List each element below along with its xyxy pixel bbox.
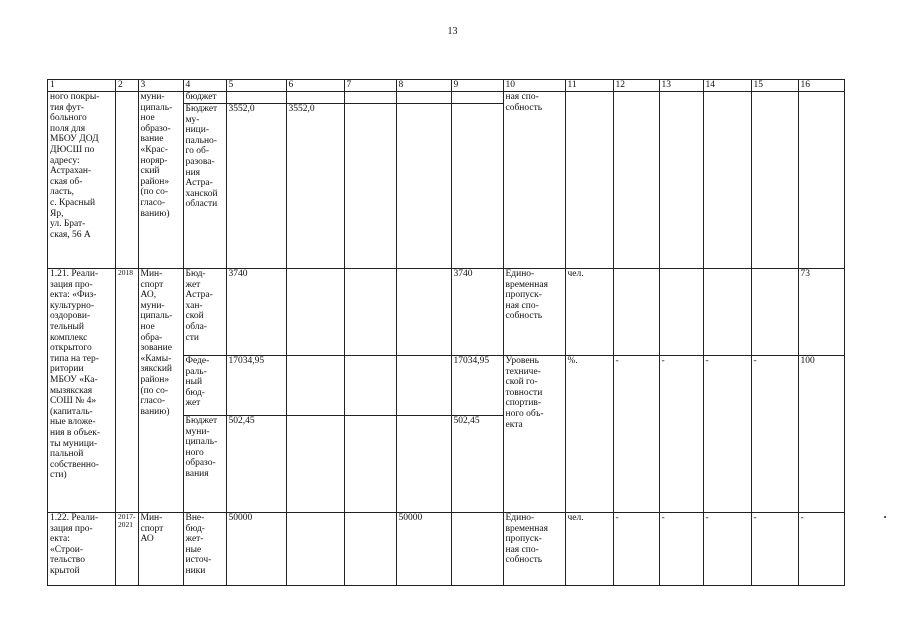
unit-text: %. <box>567 356 578 366</box>
header-cell: 2 <box>116 80 139 92</box>
value-cell <box>798 269 844 356</box>
text-line: ный <box>185 377 203 388</box>
value-cell <box>396 513 451 586</box>
text-line: гласо- <box>140 197 166 208</box>
value: - <box>753 513 757 523</box>
header-cell: 4 <box>183 80 226 92</box>
value-cell <box>286 416 344 513</box>
source-cell <box>183 356 226 416</box>
indicator-text <box>506 269 563 322</box>
value-cell <box>751 92 798 269</box>
value: 3740 <box>228 269 248 279</box>
value-cell <box>703 356 751 513</box>
text-line: Бюд- <box>185 269 206 279</box>
text-line: области <box>185 199 218 210</box>
header-cell: 7 <box>344 80 396 92</box>
executor-cell <box>138 269 183 513</box>
value: - <box>705 513 709 523</box>
header-cell: 3 <box>138 80 183 92</box>
text-line: ципаль- <box>140 102 173 113</box>
text-line: ния в объек- <box>50 427 101 438</box>
source-text <box>186 416 224 480</box>
indicator-cell <box>503 92 565 269</box>
text-line: Феде- <box>185 356 210 366</box>
text-line: муни- <box>185 426 210 437</box>
event-name-cell <box>48 92 116 269</box>
text-line: образо- <box>140 123 171 134</box>
source-cell <box>183 104 226 269</box>
header-cell: 11 <box>565 80 613 92</box>
text-line: Вне- <box>185 513 205 523</box>
value: 50000 <box>228 513 253 523</box>
value-cell <box>798 356 844 513</box>
text-line: зякский <box>140 364 173 375</box>
text-line: вания <box>185 468 209 479</box>
text-line: муни- <box>140 92 165 102</box>
text-line: техниче- <box>505 366 541 377</box>
text-line: ванию) <box>140 406 170 417</box>
text-line: Астра- <box>185 178 213 189</box>
text-line: Мин- <box>140 513 163 523</box>
value-cell <box>344 104 396 269</box>
text-line: ул. Брат- <box>50 219 86 230</box>
value: 3740 <box>453 269 473 279</box>
value-cell <box>344 416 396 513</box>
text-line: ници- <box>185 125 209 136</box>
executor-cell <box>138 513 183 586</box>
value-cell <box>659 513 703 586</box>
text-line: источ- <box>185 555 212 566</box>
header-cell: 15 <box>751 80 798 92</box>
text-line: (капиталь- <box>50 406 93 417</box>
value-cell <box>396 416 451 513</box>
text-line: ные <box>185 544 202 555</box>
value: - <box>661 513 665 523</box>
text-line: ципаль- <box>185 437 218 448</box>
indicator-cell <box>503 356 565 513</box>
value-cell <box>451 416 503 513</box>
text-line: культурно- <box>50 300 95 311</box>
text-line: тия фут- <box>50 102 84 113</box>
year-text: 2018 <box>118 268 133 277</box>
header-cell: 1 <box>48 80 116 92</box>
text-line: Бюджет <box>185 104 218 115</box>
value-cell <box>226 92 286 104</box>
text-line: комплекс <box>50 332 88 343</box>
value: - <box>800 513 804 523</box>
text-line: ная спо- <box>505 300 539 311</box>
text-line: ного <box>185 447 204 458</box>
value-cell <box>396 356 451 416</box>
value-cell <box>344 269 396 356</box>
value-cell <box>396 104 451 269</box>
text-line: (по со- <box>140 385 169 396</box>
text-line: СОШ № 4» <box>50 396 97 407</box>
text-line: екта: «Физ- <box>50 290 97 301</box>
text-line: сти) <box>50 470 67 481</box>
text-line: ской го- <box>505 377 538 388</box>
executor-cell <box>138 92 183 269</box>
text-line: ский <box>140 166 160 177</box>
unit-cell <box>565 92 613 269</box>
value-cell <box>396 92 451 104</box>
header-cell: 16 <box>798 80 844 92</box>
value-cell <box>344 356 396 416</box>
indicator-text <box>506 356 563 430</box>
header-cell: 13 <box>659 80 703 92</box>
text-line: Мин- <box>140 269 163 279</box>
text-line: ное <box>140 321 155 332</box>
unit-text: чел. <box>567 513 584 523</box>
text-line: Едино- <box>505 269 535 279</box>
text-line: ного объ- <box>505 408 544 419</box>
unit-cell <box>565 513 613 586</box>
continuation-row-a <box>48 92 845 104</box>
value: 3552,0 <box>228 104 255 115</box>
year-cell <box>116 269 139 513</box>
text-line: 1.21. Реали- <box>50 269 99 279</box>
text-line: адресу: <box>50 155 80 166</box>
text-line: 1.22. Реали- <box>50 513 99 523</box>
text-line: гласо- <box>140 396 166 407</box>
indicator-text <box>506 92 563 113</box>
year-cell <box>116 513 139 586</box>
value-cell <box>286 269 344 356</box>
value-cell <box>451 92 503 104</box>
text-line: зация про- <box>50 523 93 534</box>
text-line: бюд- <box>185 523 205 534</box>
header-cell: 12 <box>613 80 659 92</box>
source-cell <box>183 269 226 356</box>
value-cell <box>286 356 344 416</box>
text-line: Едино- <box>505 513 535 523</box>
value-cell <box>659 269 703 356</box>
text-line: Бюджет <box>185 416 218 426</box>
text-line: ская об- <box>50 176 83 187</box>
event-name <box>50 92 113 240</box>
text-line: вание <box>140 134 164 145</box>
source-text <box>186 356 224 409</box>
text-line: ники <box>185 565 206 576</box>
text-line: ная спо- <box>505 92 539 102</box>
text-line: собность <box>505 311 543 322</box>
value-cell <box>659 92 703 269</box>
value-cell <box>751 513 798 586</box>
text-line: ласть, <box>50 187 75 198</box>
text-line: тельный <box>50 321 84 332</box>
text-line: ная спо- <box>505 544 539 555</box>
text-line: екта <box>505 419 523 430</box>
unit-text: чел. <box>567 269 584 279</box>
text-line: пропуск- <box>505 290 542 301</box>
text-line: АО <box>140 534 154 545</box>
text-line: ты муници- <box>50 438 98 449</box>
text-line: пально- <box>185 135 217 146</box>
text-line: поля для <box>50 123 86 134</box>
value-cell <box>798 92 844 269</box>
value-cell <box>751 269 798 356</box>
text-line: ципаль- <box>140 311 173 322</box>
source-text <box>186 104 224 210</box>
text-line: товности <box>505 387 543 398</box>
header-cell: 8 <box>396 80 451 92</box>
value: 50000 <box>398 513 423 523</box>
text-line: крытой <box>50 565 80 576</box>
text-line: АО, <box>140 290 157 301</box>
executor-text <box>141 92 181 219</box>
value-cell <box>226 269 286 356</box>
executor-text <box>141 513 181 545</box>
text-line: Яр, <box>50 208 64 219</box>
source-cell <box>183 513 226 586</box>
text-line: Астра- <box>185 290 213 301</box>
value-cell <box>451 356 503 416</box>
year-cell <box>116 92 139 269</box>
unit-cell <box>565 356 613 513</box>
text-line: собность <box>505 555 543 566</box>
value: 73 <box>800 269 810 279</box>
indicator-cell <box>503 269 565 356</box>
executor-text <box>141 269 181 417</box>
value-cell <box>286 104 344 269</box>
header-cell: 6 <box>286 80 344 92</box>
text-line: собность <box>505 102 543 113</box>
value-cell <box>613 92 659 269</box>
text-line: обла- <box>185 321 207 332</box>
text-line: ской <box>185 311 204 322</box>
row-1-21-a <box>48 269 845 356</box>
text-line: зация про- <box>50 279 93 290</box>
value-cell <box>226 356 286 416</box>
text-line: ное <box>140 113 155 124</box>
text-line: спортив- <box>505 398 542 409</box>
text-line: ного покры- <box>50 92 100 102</box>
text-line: Уровень <box>505 356 539 366</box>
text-line: спорт <box>140 523 164 534</box>
text-line: хан- <box>185 300 203 311</box>
indicator-cell <box>503 513 565 586</box>
scan-speck <box>884 516 886 518</box>
event-name-cell <box>48 269 116 513</box>
unit-cell <box>565 269 613 356</box>
text-line: временная <box>505 523 548 534</box>
text-line: (по со- <box>140 187 169 198</box>
event-name <box>50 513 113 577</box>
value-cell <box>451 513 503 586</box>
text-line: мызякская <box>50 385 93 396</box>
text-line: го об- <box>185 146 210 157</box>
text-line: бюд- <box>185 387 205 398</box>
value-cell <box>613 513 659 586</box>
value-cell <box>226 513 286 586</box>
value: 17034,95 <box>228 356 265 366</box>
value-cell <box>703 92 751 269</box>
text-line: Астрахан- <box>50 166 92 177</box>
text-line: МБОУ «Ка- <box>50 374 98 385</box>
text-line: ные вложе- <box>50 417 96 428</box>
text-line: «Строи- <box>50 544 83 555</box>
text-line: жет- <box>185 534 204 545</box>
header-cell: 14 <box>703 80 751 92</box>
text-line: 2021 <box>118 520 133 529</box>
value-cell <box>451 104 503 269</box>
event-name <box>50 269 113 481</box>
text-line: с. Красный <box>50 197 96 208</box>
text-line: разова- <box>185 157 215 168</box>
text-line: зование <box>140 343 172 354</box>
header-row <box>48 80 845 92</box>
value-cell <box>751 356 798 513</box>
text-line: ская, 56 А <box>50 229 91 240</box>
text-line: спорт <box>140 279 164 290</box>
value: 502,45 <box>453 416 480 426</box>
value: - <box>753 356 757 366</box>
value: 100 <box>800 356 815 366</box>
text-line: район» <box>140 374 170 385</box>
text-line: больного <box>50 113 87 124</box>
value: - <box>615 513 619 523</box>
text-line: собственно- <box>50 459 99 470</box>
source-text: бюджет <box>185 92 217 102</box>
budget-table <box>47 79 845 586</box>
row-1-22 <box>48 513 845 586</box>
value: 17034,95 <box>453 356 490 366</box>
value-cell <box>613 269 659 356</box>
text-line: образо- <box>185 458 216 469</box>
text-line: ванию) <box>140 208 170 219</box>
text-line: ния <box>185 167 201 178</box>
text-line: раль- <box>185 366 207 377</box>
value: 502,45 <box>228 416 255 426</box>
text-line: 2017- <box>118 512 136 521</box>
value-cell <box>703 269 751 356</box>
text-line: МБОУ ДОД <box>50 134 99 145</box>
text-line: ханской <box>185 188 218 199</box>
text-line: обра- <box>140 332 163 343</box>
text-line: муни- <box>140 300 165 311</box>
value: - <box>615 356 619 366</box>
text-line: временная <box>505 279 548 290</box>
indicator-text <box>506 513 563 566</box>
text-line: типа на тер- <box>50 353 99 364</box>
text-line: пропуск- <box>505 534 542 545</box>
text-line: «Камы- <box>140 353 172 364</box>
source-cell <box>183 92 226 104</box>
year-text <box>118 513 136 529</box>
text-line: оздорови- <box>50 311 91 322</box>
source-text <box>186 269 224 343</box>
value-cell <box>451 269 503 356</box>
page-number: 13 <box>447 26 458 37</box>
value-cell <box>659 356 703 513</box>
value: - <box>661 356 665 366</box>
value-cell <box>226 416 286 513</box>
text-line: ДЮСШ по <box>50 144 95 155</box>
text-line: «Крас- <box>140 144 168 155</box>
value: 3552,0 <box>288 104 315 115</box>
text-line: район» <box>140 176 170 187</box>
value-cell <box>226 104 286 269</box>
text-line: му- <box>185 114 200 125</box>
header-cell: 10 <box>503 80 565 92</box>
text-line: жет <box>185 398 201 409</box>
value-cell <box>344 92 396 104</box>
value-cell <box>798 513 844 586</box>
text-line: тельство <box>50 555 85 566</box>
text-line: открытого <box>50 343 92 354</box>
event-name-cell <box>48 513 116 586</box>
text-line: норяр- <box>140 155 168 166</box>
header-cell: 5 <box>226 80 286 92</box>
value-cell <box>286 92 344 104</box>
text-line: ритории <box>50 364 84 375</box>
value-cell <box>703 513 751 586</box>
text-line: сти <box>185 332 199 343</box>
text-line: пальной <box>50 449 84 460</box>
value-cell <box>613 356 659 513</box>
text-line: екта: <box>50 534 70 545</box>
value: - <box>705 356 709 366</box>
source-text <box>186 513 224 577</box>
text-line: жет <box>185 279 201 290</box>
source-cell <box>183 416 226 513</box>
header-cell: 9 <box>451 80 503 92</box>
value-cell <box>286 513 344 586</box>
value-cell <box>344 513 396 586</box>
value-cell <box>396 269 451 356</box>
